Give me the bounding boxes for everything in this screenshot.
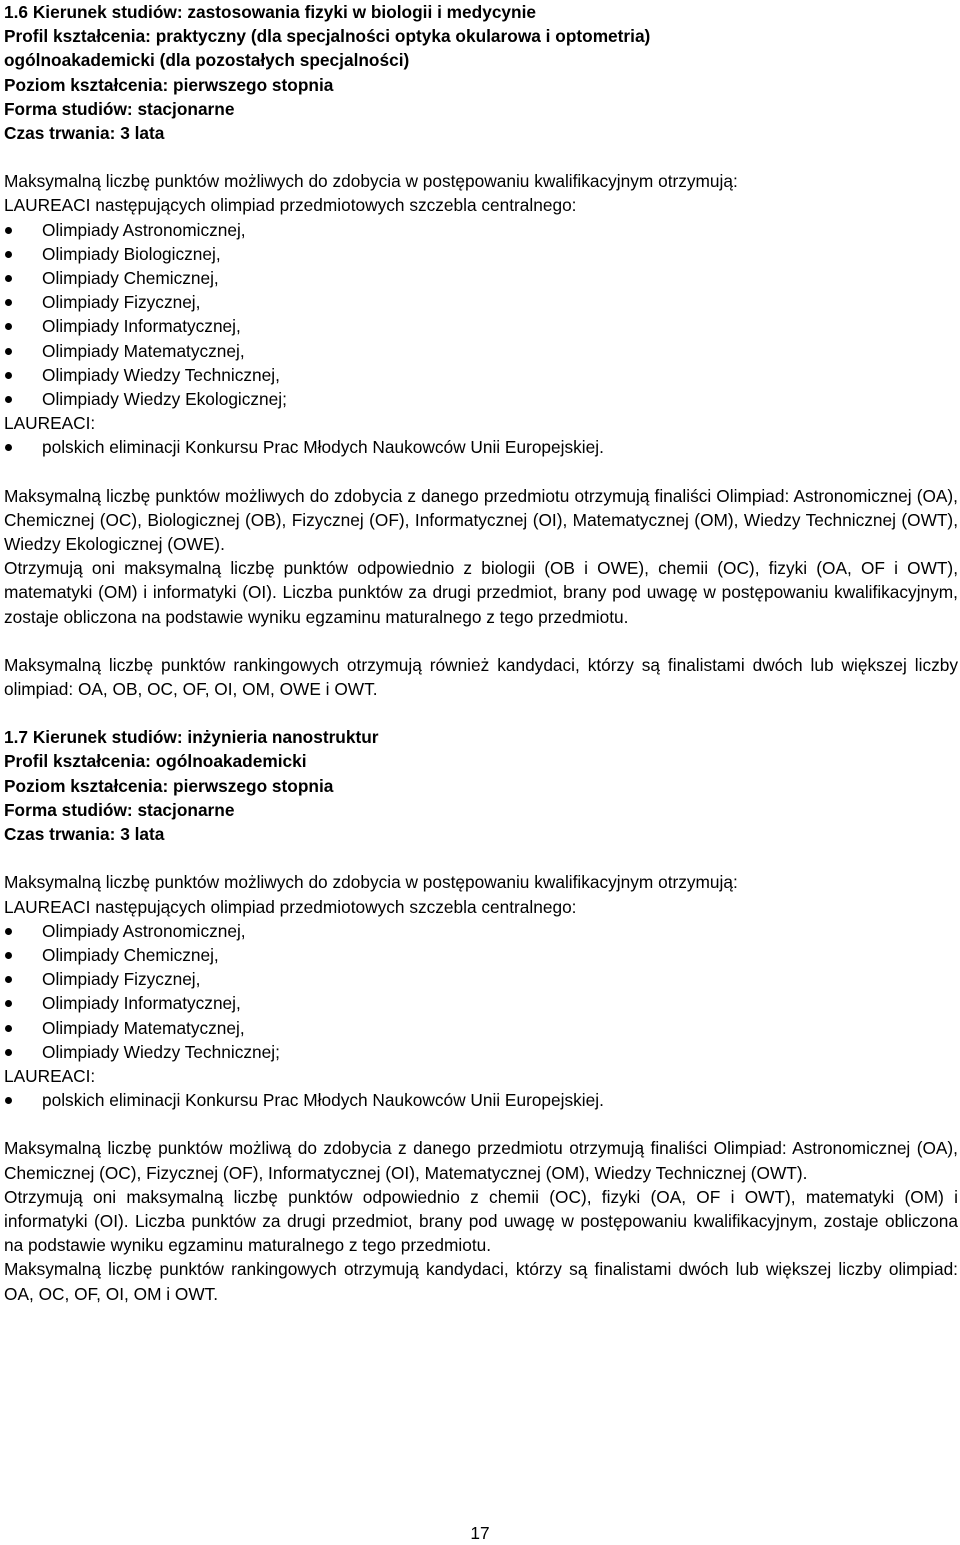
document-page: [4, 0, 958, 1306]
profile-line: Profil kształcenia: ogólnoakademicki: [4, 751, 307, 772]
bullet-icon: [5, 952, 12, 959]
bullet-icon: [5, 275, 12, 282]
points-paragraph: Otrzymują oni maksymalną liczbę punktów odpowiednio z biologii (OB i OWE), chemii (OC), fizyki (OA, OF i OWT), matematyki (OM) i informatyki (OI). Liczba punktów za drugi przedmiot, brany pod uwagę w postępowaniu kwalifikacyjnym, zostaje obliczona na podstawie wyniku egzaminu maturalnego z tego przedmiotu.: [4, 558, 958, 627]
form-line: Forma studiów: stacjonarne: [4, 98, 235, 119]
bullet-icon: [5, 348, 12, 355]
section-title: 1.7 Kierunek studiów: inżynieria nanostruktur: [4, 727, 379, 748]
section-1-7: [4, 725, 958, 1305]
list-item: polskich eliminacji Konkursu Prac Młodych Naukowców Unii Europejskiej.: [4, 435, 958, 459]
bullet-icon: [5, 251, 12, 258]
list-item: polskich eliminacji Konkursu Prac Młodych Naukowców Unii Europejskiej.: [4, 1088, 958, 1112]
intro-line: Maksymalną liczbę punktów możliwych do zdobycia w postępowaniu kwalifikacyjnym otrzymują:: [4, 171, 738, 192]
spacer: [4, 701, 958, 725]
profile-line: Profil kształcenia: praktyczny (dla specjalności optyka okularowa i optometria): [4, 26, 651, 47]
list-item: Olimpiady Wiedzy Technicznej;: [4, 1040, 958, 1064]
points-paragraph: Otrzymują oni maksymalną liczbę punktów odpowiednio z chemii (OC), fizyki (OA, OF i OWT), matematyki (OM) i informatyki (OI). Liczba punktów za drugi przedmiot, brany pod uwagę w postępowaniu kwalifikacyjnym, zostaje obliczona na podstawie wyniku egzaminu maturalnego z tego przedmiotu.: [4, 1186, 958, 1256]
duration-line: Czas trwania: 3 lata: [4, 123, 165, 144]
bullet-icon: [5, 928, 12, 935]
page-number: 17: [470, 1523, 490, 1543]
duration-line: Czas trwania: 3 lata: [4, 824, 165, 845]
ranking-paragraph: Maksymalną liczbę punktów rankingowych otrzymują kandydaci, którzy są finalistami dwóch lub większej liczby olimpiad: OA, OC, OF, OI, OM i OWT.: [4, 1259, 958, 1304]
section-1-6: [4, 0, 958, 701]
list-item: Olimpiady Informatycznej,: [4, 991, 958, 1015]
list-item: Olimpiady Wiedzy Ekologicznej;: [4, 387, 958, 411]
olympiad-list: [4, 919, 958, 1064]
list-item: Olimpiady Astronomicznej,: [4, 919, 958, 943]
bullet-icon: [5, 396, 12, 403]
list-item: Olimpiady Informatycznej,: [4, 314, 958, 338]
ranking-paragraph: Maksymalną liczbę punktów rankingowych otrzymują również kandydaci, którzy są finalistami dwóch lub większej liczby olimpiad: OA, OB, OC, OF, OI, OM, OWE i OWT.: [4, 654, 958, 700]
olympiad-list: [4, 218, 958, 412]
bullet-icon: [5, 227, 12, 234]
bullet-icon: [5, 1000, 12, 1007]
list-item: Olimpiady Chemicznej,: [4, 943, 958, 967]
list-item: Olimpiady Fizycznej,: [4, 967, 958, 991]
bullet-icon: [5, 444, 12, 451]
laureates-intro-line: LAUREACI następujących olimpiad przedmiotowych szczebla centralnego:: [4, 195, 577, 216]
bullet-icon: [5, 1025, 12, 1032]
form-line: Forma studiów: stacjonarne: [4, 799, 235, 820]
section-title: 1.6 Kierunek studiów: zastosowania fizyki w biologii i medycynie: [4, 2, 537, 22]
list-item: Olimpiady Wiedzy Technicznej,: [4, 363, 958, 387]
spacer: [4, 145, 958, 169]
contest-list: [4, 1088, 958, 1112]
laureaci-label: LAUREACI:: [4, 1065, 96, 1086]
bullet-icon: [5, 1049, 12, 1056]
list-item: Olimpiady Astronomicznej,: [4, 218, 958, 242]
list-item: Olimpiady Matematycznej,: [4, 1016, 958, 1040]
list-item: Olimpiady Biologicznej,: [4, 242, 958, 266]
spacer: [4, 629, 958, 653]
spacer: [4, 460, 958, 484]
spacer: [4, 1112, 958, 1136]
bullet-icon: [5, 299, 12, 306]
list-item: Olimpiady Fizycznej,: [4, 290, 958, 314]
bullet-icon: [5, 976, 12, 983]
finalists-paragraph: Maksymalną liczbę punktów możliwych do zdobycia z danego przedmiotu otrzymują finaliści Olimpiad: Astronomicznej (OA), Chemicznej (OC), Biologicznej (OB), Fizycznej (OF), Informatycznej (OI), Matematycznej (OM), Wiedzy Technicznej (OWT), Wiedzy Ekologicznej (OWE).: [4, 485, 958, 555]
finalists-paragraph: Maksymalną liczbę punktów możliwą do zdobycia z danego przedmiotu otrzymują finaliści Olimpiad: Astronomicznej (OA), Chemicznej (OC), Fizycznej (OF), Informatycznej (OI), Matematycznej (OM), Wiedzy Technicznej (OWT).: [4, 1138, 958, 1183]
spacer: [4, 846, 958, 870]
level-line: Poziom kształcenia: pierwszego stopnia: [4, 775, 334, 796]
bullet-icon: [5, 1097, 12, 1104]
laureaci-label: LAUREACI:: [4, 413, 96, 434]
list-item: Olimpiady Matematycznej,: [4, 339, 958, 363]
bullet-icon: [5, 372, 12, 379]
contest-list: [4, 435, 958, 459]
laureates-intro-line: LAUREACI następujących olimpiad przedmiotowych szczebla centralnego:: [4, 896, 577, 917]
list-item: Olimpiady Chemicznej,: [4, 266, 958, 290]
profile-line-continued: ogólnoakademicki (dla pozostałych specjalności): [4, 50, 410, 71]
intro-line: Maksymalną liczbę punktów możliwych do zdobycia w postępowaniu kwalifikacyjnym otrzymują:: [4, 872, 738, 893]
level-line: Poziom kształcenia: pierwszego stopnia: [4, 74, 334, 95]
bullet-icon: [5, 323, 12, 330]
